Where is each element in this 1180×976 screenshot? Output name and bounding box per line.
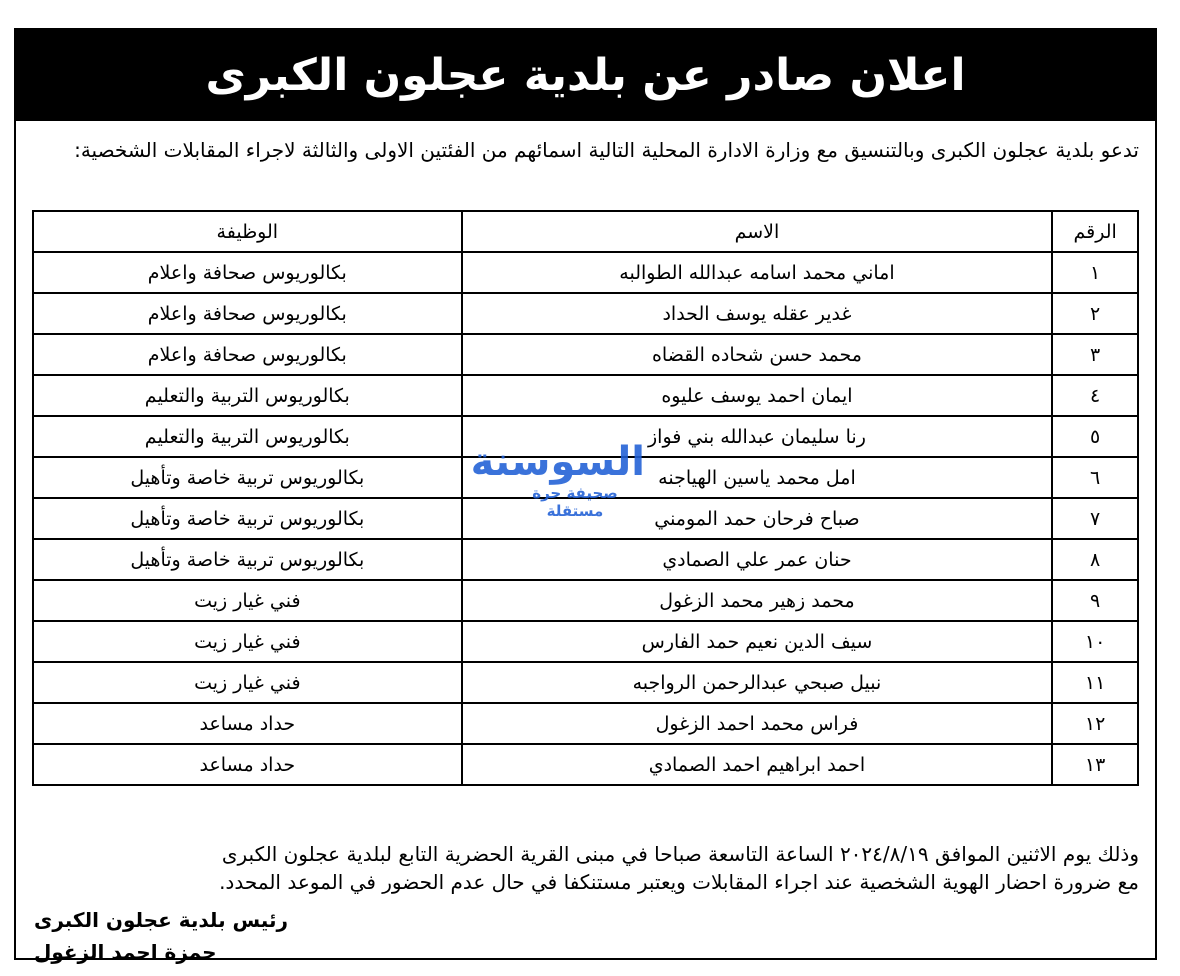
row-name: احمد ابراهيم احمد الصمادي [462, 744, 1053, 785]
table-row [33, 375, 1138, 416]
page-title: اعلان صادر عن بلدية عجلون الكبرى [205, 50, 966, 101]
row-name: فراس محمد احمد الزغول [462, 703, 1053, 744]
row-job: حداد مساعد [33, 703, 462, 744]
row-job: بكالوريوس تربية خاصة وتأهيل [33, 498, 462, 539]
row-name: اماني محمد اسامه عبدالله الطوالبه [462, 252, 1053, 293]
footer-line-2: مع ضرورة احضار الهوية الشخصية عند اجراء المقابلات ويعتبر مستنكفا في حال عدم الحضور في الموعد المحدد. [219, 870, 1139, 894]
row-job: بكالوريوس تربية خاصة وتأهيل [33, 457, 462, 498]
row-number: ٢ [1052, 293, 1138, 334]
row-job: بكالوريوس تربية خاصة وتأهيل [33, 539, 462, 580]
row-number: ١٠ [1052, 621, 1138, 662]
footer-paragraph [32, 840, 1139, 896]
row-job: فني غيار زيت [33, 621, 462, 662]
watermark-name: السوسنة [470, 439, 645, 485]
row-number: ٨ [1052, 539, 1138, 580]
row-job: بكالوريوس صحافة واعلام [33, 334, 462, 375]
row-number: ١١ [1052, 662, 1138, 703]
table-row [33, 662, 1138, 703]
signatory-name: حمزة احمد الزغول [34, 940, 217, 964]
footer-line-1: وذلك يوم الاثنين الموافق ٢٠٢٤/٨/١٩ الساعة التاسعة صباحا في مبنى القرية الحضرية التابع لبلدية عجلون الكبرى [221, 842, 1139, 866]
table-row [33, 744, 1138, 785]
row-number: ٦ [1052, 457, 1138, 498]
row-name: حنان عمر علي الصمادي [462, 539, 1053, 580]
row-number: ١٣ [1052, 744, 1138, 785]
row-number: ٣ [1052, 334, 1138, 375]
row-job: فني غيار زيت [33, 662, 462, 703]
row-number: ٥ [1052, 416, 1138, 457]
row-name: نبيل صبحي عبدالرحمن الرواجبه [462, 662, 1053, 703]
table-row [33, 334, 1138, 375]
row-number: ١٢ [1052, 703, 1138, 744]
row-job: بكالوريوس صحافة واعلام [33, 293, 462, 334]
row-job: فني غيار زيت [33, 580, 462, 621]
row-number: ٤ [1052, 375, 1138, 416]
row-number: ١ [1052, 252, 1138, 293]
table-row [33, 293, 1138, 334]
intro-paragraph: تدعو بلدية عجلون الكبرى وبالتنسيق مع وزارة الادارة المحلية التالية اسمائهم من الفئتين الاولى والثالثة لاجراء المقابلات الشخصية: [74, 138, 1139, 162]
row-name: صباح فرحان حمد المومني [462, 498, 1053, 539]
table-row [33, 539, 1138, 580]
watermark-logo [470, 439, 645, 520]
row-job: بكالوريوس صحافة واعلام [33, 252, 462, 293]
row-job: بكالوريوس التربية والتعليم [33, 416, 462, 457]
row-name: رنا سليمان عبدالله بني فواز [462, 416, 1053, 457]
row-name: محمد زهير محمد الزغول [462, 580, 1053, 621]
table-row [33, 621, 1138, 662]
row-name: ايمان احمد يوسف عليوه [462, 375, 1053, 416]
row-job: حداد مساعد [33, 744, 462, 785]
signatory-title: رئيس بلدية عجلون الكبرى [34, 908, 288, 932]
table-row [33, 580, 1138, 621]
header-name: الاسم [462, 211, 1053, 252]
row-number: ٩ [1052, 580, 1138, 621]
table-header-row [33, 211, 1138, 252]
row-name: محمد حسن شحاده القضاه [462, 334, 1053, 375]
row-job: بكالوريوس التربية والتعليم [33, 375, 462, 416]
watermark-tagline: صحيفة حرة مستقلة [532, 484, 618, 520]
table-row [33, 252, 1138, 293]
table-row [33, 703, 1138, 744]
header-number: الرقم [1052, 211, 1138, 252]
row-name: سيف الدين نعيم حمد الفارس [462, 621, 1053, 662]
row-name: غدير عقله يوسف الحداد [462, 293, 1053, 334]
title-banner [16, 30, 1155, 121]
row-name: امل محمد ياسين الهياجنه [462, 457, 1053, 498]
header-job: الوظيفة [33, 211, 462, 252]
row-number: ٧ [1052, 498, 1138, 539]
